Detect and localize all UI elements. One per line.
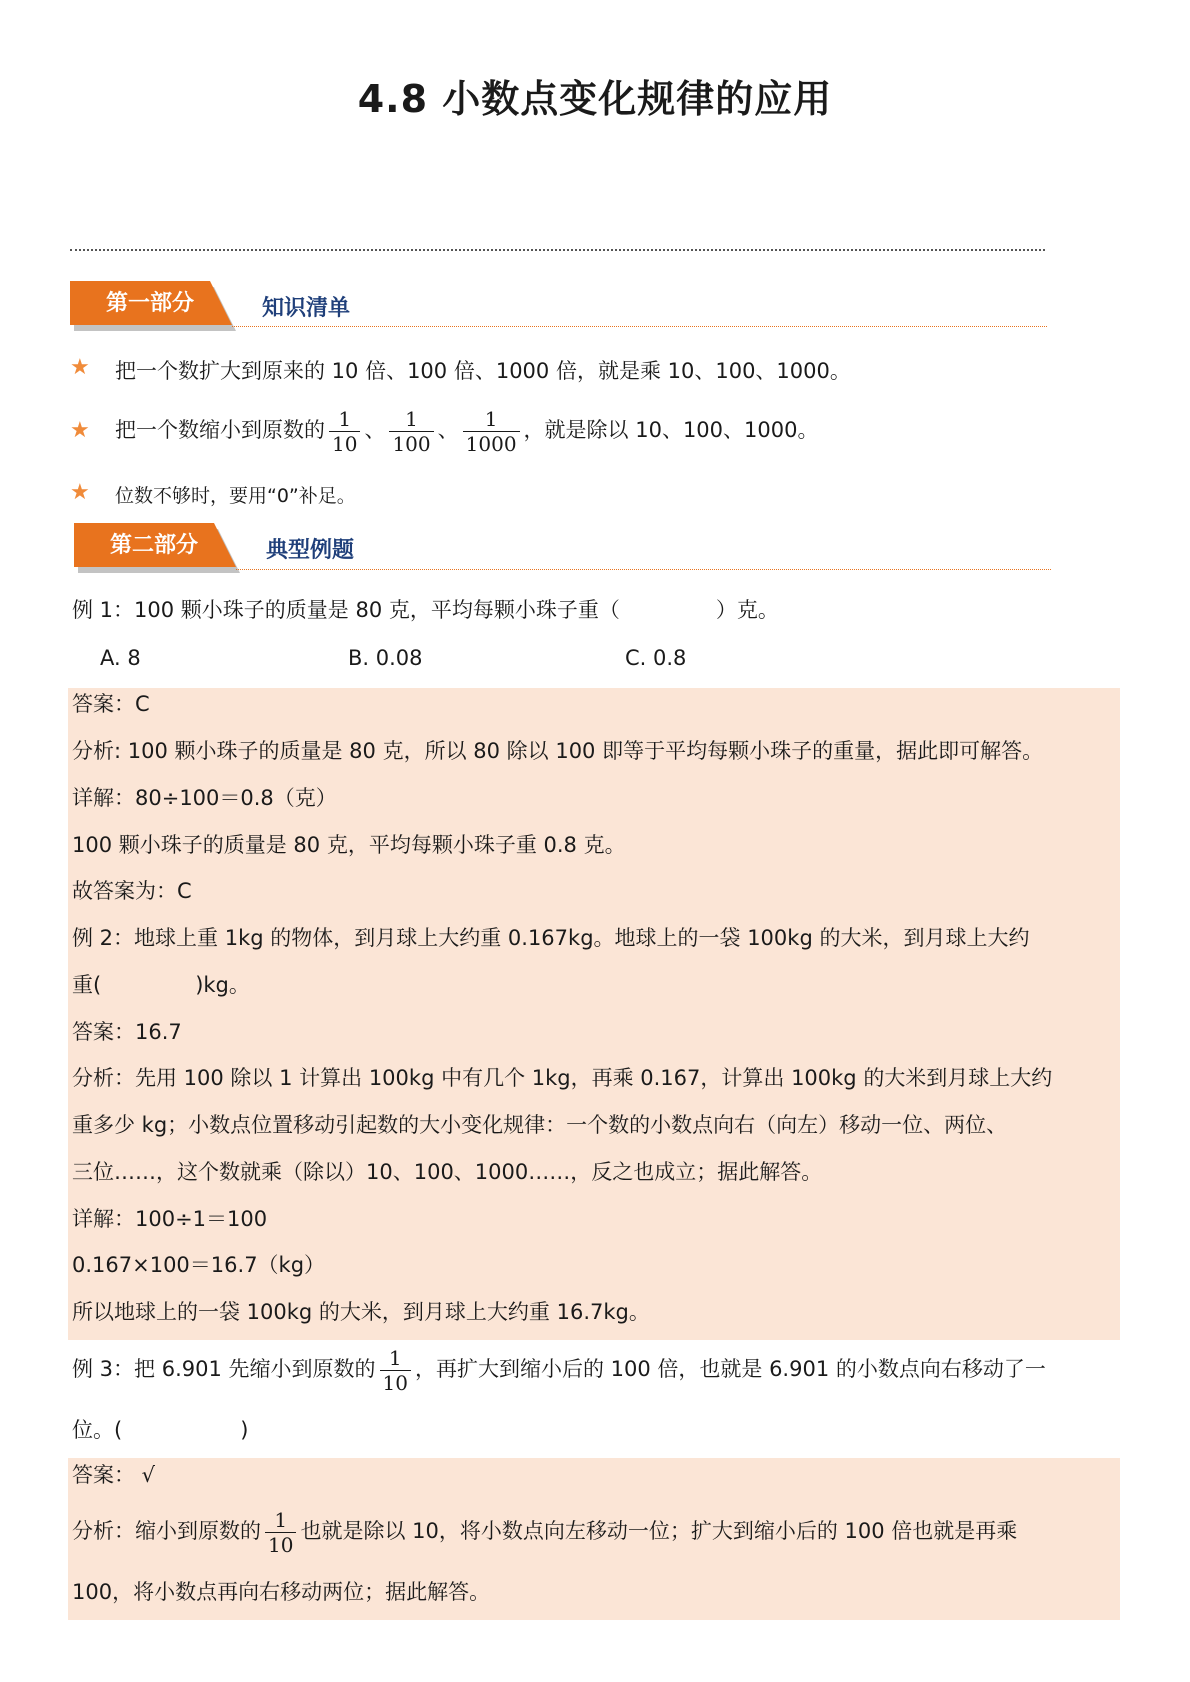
ex2-analysis-2: 重多少 kg；小数点位置移动引起数的大小变化规律：一个数的小数点向右（向左）移动一位、两位、	[72, 1113, 1008, 1137]
star-icon: ★	[70, 480, 90, 505]
ex3-analysis-2: 100，将小数点再向右移动两位；据此解答。	[72, 1580, 491, 1604]
page-title: 4.8 小数点变化规律的应用	[357, 77, 833, 121]
section2-heading: 典型例题	[266, 538, 355, 563]
ex2-question-line-2	[72, 971, 250, 999]
section2-tab	[74, 523, 240, 573]
title-divider	[70, 249, 1045, 251]
ex3-question-text: 例 3：把 6.901 先缩小到原数的	[72, 1357, 376, 1381]
fraction	[380, 1346, 411, 1395]
fraction	[329, 407, 360, 456]
fraction	[389, 407, 433, 456]
fraction	[463, 407, 520, 456]
section2-underline	[236, 569, 1051, 570]
ex3-analysis-text: 分析：缩小到原数的	[72, 1519, 261, 1543]
ex1-option-a: A. 8	[100, 646, 141, 670]
star-icon: ★	[70, 355, 90, 380]
ex3-question-line-1	[72, 1342, 1046, 1396]
ex3-question-tail: ，再扩大到缩小后的 100 倍，也就是 6.901 的小数点向右移动了一	[414, 1357, 1046, 1381]
ex2-detail-2: 0.167×100＝16.7（kg）	[72, 1253, 326, 1277]
fraction-numerator: 1	[389, 407, 433, 432]
ex2-answer: 答案：16.7	[72, 1020, 182, 1044]
separator: 、	[437, 418, 459, 442]
section1-heading: 知识清单	[262, 296, 351, 321]
ex1-option-c: C. 0.8	[625, 646, 687, 670]
knowledge-item-1: 把一个数扩大到原来的 10 倍、100 倍、1000 倍，就是乘 10、100、1000。	[115, 359, 851, 383]
ex3-answer: 答案： √	[72, 1463, 156, 1487]
knowledge-item-2	[115, 403, 818, 457]
fraction-denominator: 10	[382, 1370, 408, 1395]
ex2-question-tail: )kg。	[195, 973, 250, 997]
ex3-question-tail-2: )	[240, 1418, 249, 1442]
fraction	[265, 1508, 296, 1557]
ex2-analysis-1: 分析：先用 100 除以 1 计算出 100kg 中有几个 1kg，再乘 0.167，计算出 100kg 的大米到月球上大约	[72, 1066, 1053, 1090]
star-icon: ★	[70, 418, 90, 443]
ex1-conclusion: 故答案为：C	[72, 879, 192, 903]
separator: 、	[364, 418, 386, 442]
fraction-denominator: 10	[268, 1532, 294, 1557]
ex2-detail-1: 详解：100÷1＝100	[72, 1207, 268, 1231]
fraction-denominator: 1000	[465, 431, 517, 456]
fraction-denominator: 100	[392, 431, 431, 456]
section1-underline	[232, 326, 1047, 327]
ex1-analysis: 分析: 100 颗小珠子的质量是 80 克，所以 80 除以 100 即等于平均每颗小珠子的重量，据此即可解答。	[72, 739, 1044, 763]
section1-label: 第一部分	[105, 291, 194, 316]
section1-tab	[70, 281, 236, 331]
fraction-numerator: 1	[265, 1508, 296, 1533]
ex3-analysis-tail: 也就是除以 10，将小数点向左移动一位；扩大到缩小后的 100 倍也就是再乘	[300, 1519, 1018, 1543]
ex2-question-text: 重(	[72, 973, 102, 997]
ex1-detail-2: 100 颗小珠子的质量是 80 克，平均每颗小珠子重 0.8 克。	[72, 833, 626, 857]
ex2-question-line-1: 例 2：地球上重 1kg 的物体，到月球上大约重 0.167kg。地球上的一袋 100kg 的大米，到月球上大约	[72, 926, 1030, 950]
ex1-question-tail: ）克。	[715, 598, 779, 622]
ex3-question-text-2: 位。(	[72, 1418, 123, 1442]
section2-label: 第二部分	[109, 533, 198, 558]
ex3-question-line-2	[72, 1416, 248, 1444]
fraction-numerator: 1	[329, 407, 360, 432]
knowledge-item-3: 位数不够时，要用“0”补足。	[115, 485, 356, 507]
knowledge-item-2-suffix: ，就是除以 10、100、1000。	[523, 418, 819, 442]
fraction-numerator: 1	[380, 1346, 411, 1371]
ex1-detail-1: 详解：80÷100＝0.8（克）	[72, 786, 337, 810]
ex1-answer: 答案：C	[72, 692, 150, 716]
ex2-detail-3: 所以地球上的一袋 100kg 的大米，到月球上大约重 16.7kg。	[72, 1300, 650, 1324]
ex1-question	[72, 596, 779, 624]
ex3-analysis-1	[72, 1504, 1017, 1558]
ex1-question-text: 例 1：100 颗小珠子的质量是 80 克，平均每颗小珠子重（	[72, 598, 620, 622]
fraction-denominator: 10	[332, 431, 358, 456]
ex1-option-b: B. 0.08	[348, 646, 423, 670]
knowledge-item-2-prefix: 把一个数缩小到原数的	[115, 418, 325, 442]
ex2-analysis-3: 三位……，这个数就乘（除以）10、100、1000……，反之也成立；据此解答。	[72, 1160, 823, 1184]
fraction-numerator: 1	[463, 407, 520, 432]
